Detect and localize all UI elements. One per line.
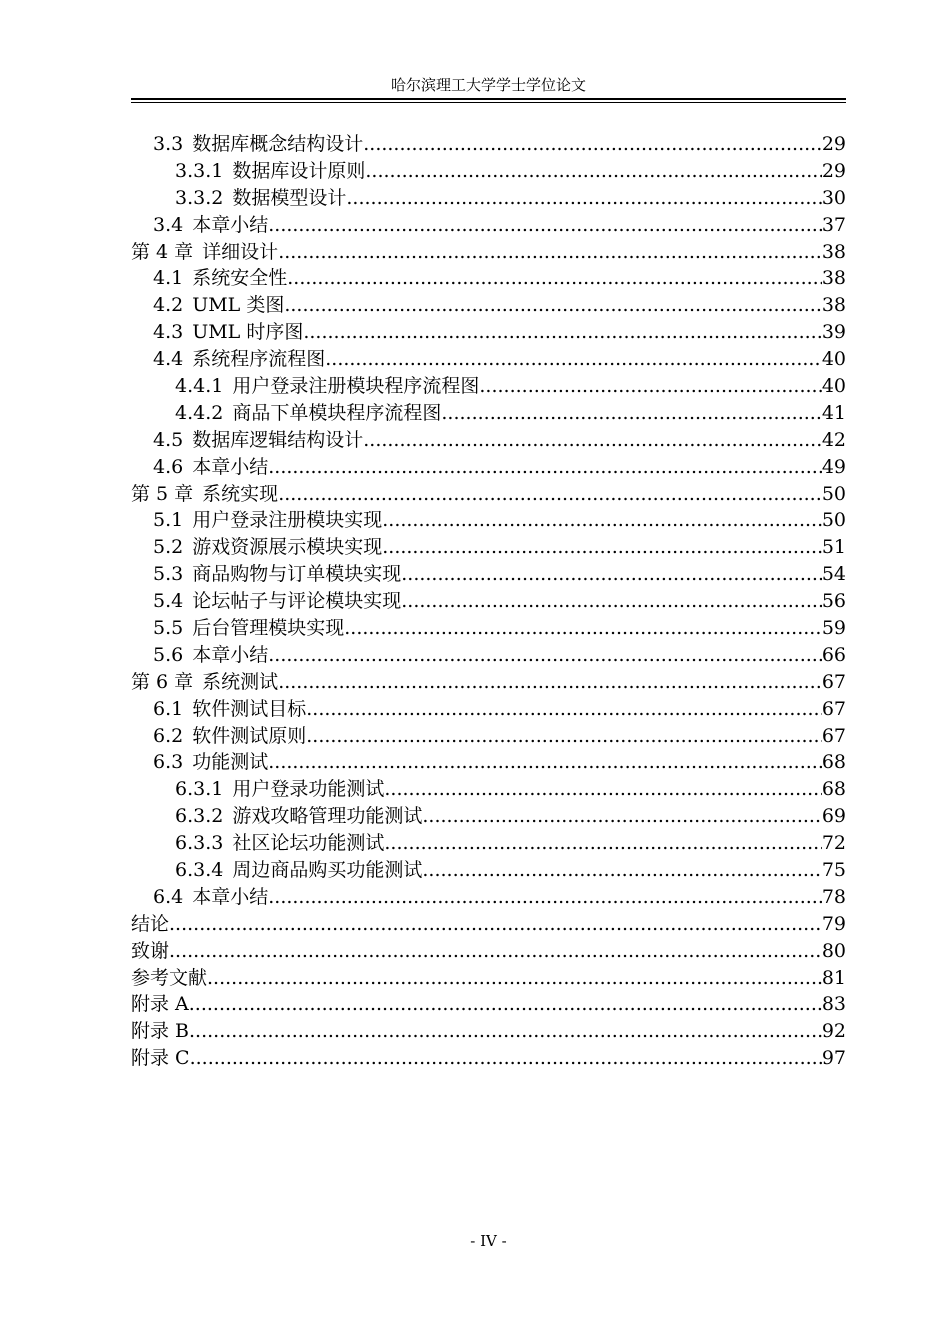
toc-entry-page: 56	[821, 590, 846, 613]
toc-leader-dots	[268, 884, 822, 911]
toc-entry[interactable]	[131, 723, 846, 750]
toc-entry-number: 6.4	[153, 885, 184, 908]
toc-entry-title: 社区论坛功能测试	[232, 832, 385, 855]
toc-entry[interactable]	[131, 212, 846, 239]
toc-entry-title: 软件测试目标	[192, 697, 307, 720]
toc-entry-title: 游戏资源展示模块实现	[192, 536, 383, 559]
toc-entry-number: 4.1	[153, 267, 184, 290]
toc-entry-number: 5.3	[153, 563, 184, 586]
toc-entry-page: 92	[821, 1020, 846, 1043]
toc-leader-dots	[284, 292, 821, 319]
toc-entry[interactable]	[131, 373, 846, 400]
toc-entry[interactable]	[131, 588, 846, 615]
toc-leader-dots	[479, 373, 821, 400]
toc-entry-title: 致谢	[131, 939, 170, 962]
toc-entry-title: 系统实现	[202, 482, 279, 505]
toc-entry-title: 用户登录功能测试	[232, 778, 385, 801]
toc-entry-page: 80	[821, 939, 846, 962]
toc-entry-page: 83	[821, 993, 846, 1016]
toc-leader-dots	[384, 830, 821, 857]
toc-entry-page: 39	[821, 321, 846, 344]
toc-leader-dots	[278, 239, 822, 266]
toc-entry[interactable]	[131, 992, 846, 1019]
toc-leader-dots	[422, 803, 821, 830]
toc-entry[interactable]	[131, 857, 846, 884]
toc-entry-title: 系统安全性	[192, 267, 288, 290]
toc-entry[interactable]	[131, 265, 846, 292]
toc-entry-page: 78	[821, 885, 846, 908]
toc-leader-dots	[346, 185, 821, 212]
toc-entry-title: 游戏攻略管理功能测试	[232, 805, 423, 828]
toc-leader-dots	[268, 454, 822, 481]
toc-entry[interactable]	[131, 884, 846, 911]
table-of-contents	[131, 131, 846, 1072]
toc-entry-number: 6.3	[153, 751, 184, 774]
toc-entry-page: 38	[821, 240, 846, 263]
toc-entry-page: 81	[821, 966, 846, 989]
toc-entry-page: 38	[821, 294, 846, 317]
toc-entry[interactable]	[131, 427, 846, 454]
toc-entry[interactable]	[131, 131, 846, 158]
toc-entry-number: 5.1	[153, 509, 184, 532]
toc-entry-page: 79	[821, 912, 846, 935]
toc-entry-page: 59	[821, 617, 846, 640]
toc-entry-number: 5.5	[153, 617, 184, 640]
toc-entry[interactable]	[131, 615, 846, 642]
toc-entry-title: 本章小结	[192, 455, 269, 478]
toc-entry-page: 50	[821, 509, 846, 532]
toc-entry-number: 5.6	[153, 643, 184, 666]
toc-entry-title: 后台管理模块实现	[192, 617, 345, 640]
toc-entry[interactable]	[131, 749, 846, 776]
toc-leader-dots	[268, 642, 822, 669]
toc-entry-title: 软件测试原则	[192, 724, 307, 747]
page-number: - IV -	[470, 1232, 507, 1250]
toc-entry-page: 40	[821, 348, 846, 371]
toc-leader-dots	[384, 776, 821, 803]
toc-entry-title: 参考文献	[131, 966, 208, 989]
toc-entry[interactable]	[131, 158, 846, 185]
toc-entry-page: 41	[821, 401, 846, 424]
toc-entry-title: 本章小结	[192, 885, 269, 908]
toc-entry-page: 37	[821, 213, 846, 236]
header-rule-thick	[131, 98, 846, 100]
toc-entry-number: 6.3.2	[175, 805, 224, 828]
toc-leader-dots	[325, 346, 822, 373]
toc-leader-dots	[363, 427, 822, 454]
toc-entry-page: 51	[821, 536, 846, 559]
toc-entry-number: 3.3	[153, 132, 184, 155]
toc-entry-page: 97	[821, 1047, 846, 1070]
toc-entry-page: 50	[821, 482, 846, 505]
toc-entry-title: UML 时序图	[192, 321, 304, 344]
toc-entry-number: 第 5 章	[131, 482, 194, 505]
toc-entry[interactable]	[131, 185, 846, 212]
toc-entry-title: UML 类图	[192, 294, 285, 317]
toc-entry[interactable]	[131, 481, 846, 508]
toc-entry-number: 3.4	[153, 213, 184, 236]
toc-entry[interactable]	[131, 911, 846, 938]
toc-entry-title: 用户登录注册模块程序流程图	[232, 375, 480, 397]
toc-entry-page: 69	[821, 805, 846, 828]
toc-entry-title: 数据库概念结构设计	[192, 132, 364, 155]
toc-entry-page: 40	[821, 375, 846, 397]
toc-leader-dots	[306, 723, 822, 750]
toc-entry-page: 75	[821, 859, 846, 882]
toc-entry[interactable]	[131, 534, 846, 561]
toc-entry-page: 67	[821, 724, 846, 747]
toc-leader-dots	[278, 669, 822, 696]
toc-entry-number: 6.3.3	[175, 832, 224, 855]
toc-entry-number: 5.4	[153, 590, 184, 613]
toc-entry-title: 数据库逻辑结构设计	[192, 428, 364, 451]
toc-leader-dots	[306, 696, 822, 723]
toc-entry-number: 6.1	[153, 697, 184, 720]
toc-entry[interactable]	[131, 239, 846, 266]
toc-leader-dots	[401, 561, 822, 588]
toc-entry-page: 66	[821, 643, 846, 666]
toc-leader-dots	[169, 938, 822, 965]
toc-entry-title: 论坛帖子与评论模块实现	[192, 590, 402, 613]
toc-entry[interactable]	[131, 561, 846, 588]
toc-entry[interactable]	[131, 400, 846, 427]
toc-entry-number: 3.3.1	[175, 159, 224, 182]
toc-entry-page: 67	[821, 670, 846, 693]
toc-entry-title: 详细设计	[202, 240, 279, 263]
toc-leader-dots	[207, 965, 822, 992]
toc-entry[interactable]	[131, 803, 846, 830]
toc-entry[interactable]	[131, 696, 846, 723]
toc-leader-dots	[363, 131, 822, 158]
toc-entry-page: 49	[821, 455, 846, 478]
toc-leader-dots	[303, 319, 821, 346]
toc-entry-page: 72	[821, 832, 846, 855]
toc-entry-number: 5.2	[153, 536, 184, 559]
toc-entry[interactable]	[131, 642, 846, 669]
toc-entry[interactable]	[131, 1018, 846, 1045]
header-rule-thin	[131, 102, 846, 103]
toc-entry[interactable]	[131, 507, 846, 534]
toc-entry[interactable]	[131, 454, 846, 481]
toc-entry[interactable]	[131, 1045, 846, 1072]
toc-leader-dots	[401, 588, 822, 615]
toc-entry-title: 商品下单模块程序流程图	[232, 401, 442, 424]
toc-entry-page: 68	[821, 751, 846, 774]
toc-leader-dots	[365, 158, 821, 185]
toc-entry[interactable]	[131, 346, 846, 373]
toc-entry-title: 商品购物与订单模块实现	[192, 563, 402, 586]
toc-entry[interactable]	[131, 965, 846, 992]
toc-entry-number: 第 6 章	[131, 670, 194, 693]
toc-entry-title: 用户登录注册模块实现	[192, 509, 383, 532]
toc-entry-number: 4.6	[153, 455, 184, 478]
toc-entry[interactable]	[131, 319, 846, 346]
toc-leader-dots	[189, 991, 822, 1018]
toc-leader-dots	[190, 1045, 822, 1072]
toc-entry-page: 42	[821, 428, 846, 451]
toc-entry-title: 功能测试	[192, 751, 269, 774]
toc-entry-number: 3.3.2	[175, 186, 224, 209]
toc-entry-title: 数据模型设计	[232, 186, 347, 209]
toc-leader-dots	[268, 749, 822, 776]
toc-entry-page: 29	[821, 159, 846, 182]
toc-entry-title: 本章小结	[192, 643, 269, 666]
toc-entry-title: 数据库设计原则	[232, 159, 366, 182]
toc-entry-number: 6.3.1	[175, 778, 224, 801]
toc-entry-title: 附录 B	[131, 1020, 190, 1043]
toc-leader-dots	[189, 1018, 822, 1045]
toc-entry-title: 附录 A	[131, 993, 189, 1016]
toc-entry-number: 4.2	[153, 294, 184, 317]
toc-leader-dots	[441, 400, 821, 427]
toc-leader-dots	[287, 265, 822, 292]
toc-entry-page: 54	[821, 563, 846, 586]
toc-entry-page: 29	[821, 132, 846, 155]
toc-entry-page: 30	[821, 186, 846, 209]
toc-entry-number: 4.4.2	[175, 401, 224, 424]
toc-entry[interactable]	[131, 830, 846, 857]
toc-entry[interactable]	[131, 292, 846, 319]
toc-leader-dots	[344, 615, 822, 642]
toc-entry[interactable]	[131, 669, 846, 696]
toc-entry-number: 第 4 章	[131, 240, 194, 263]
toc-entry-title: 系统测试	[202, 670, 279, 693]
toc-entry[interactable]	[131, 938, 846, 965]
toc-leader-dots	[169, 911, 822, 938]
toc-entry-number: 6.3.4	[175, 859, 224, 882]
toc-entry-number: 4.4	[153, 348, 184, 371]
running-header: 哈尔滨理工大学学士学位论文	[390, 76, 586, 94]
toc-entry-title: 附录 C	[131, 1047, 190, 1070]
toc-entry[interactable]	[131, 776, 846, 803]
toc-leader-dots	[278, 481, 822, 508]
toc-entry-number: 4.4.1	[175, 375, 224, 397]
toc-leader-dots	[268, 212, 822, 239]
toc-entry-number: 4.5	[153, 428, 184, 451]
toc-leader-dots	[382, 534, 822, 561]
toc-leader-dots	[382, 507, 822, 534]
toc-entry-number: 4.3	[153, 321, 184, 344]
toc-entry-page: 38	[821, 267, 846, 290]
toc-entry-page: 68	[821, 778, 846, 801]
toc-entry-page: 67	[821, 697, 846, 720]
toc-entry-title: 本章小结	[192, 213, 269, 236]
toc-leader-dots	[422, 857, 821, 884]
toc-entry-title: 周边商品购买功能测试	[232, 859, 423, 882]
toc-entry-title: 结论	[131, 912, 170, 935]
toc-entry-number: 6.2	[153, 724, 184, 747]
toc-entry-title: 系统程序流程图	[192, 348, 326, 371]
